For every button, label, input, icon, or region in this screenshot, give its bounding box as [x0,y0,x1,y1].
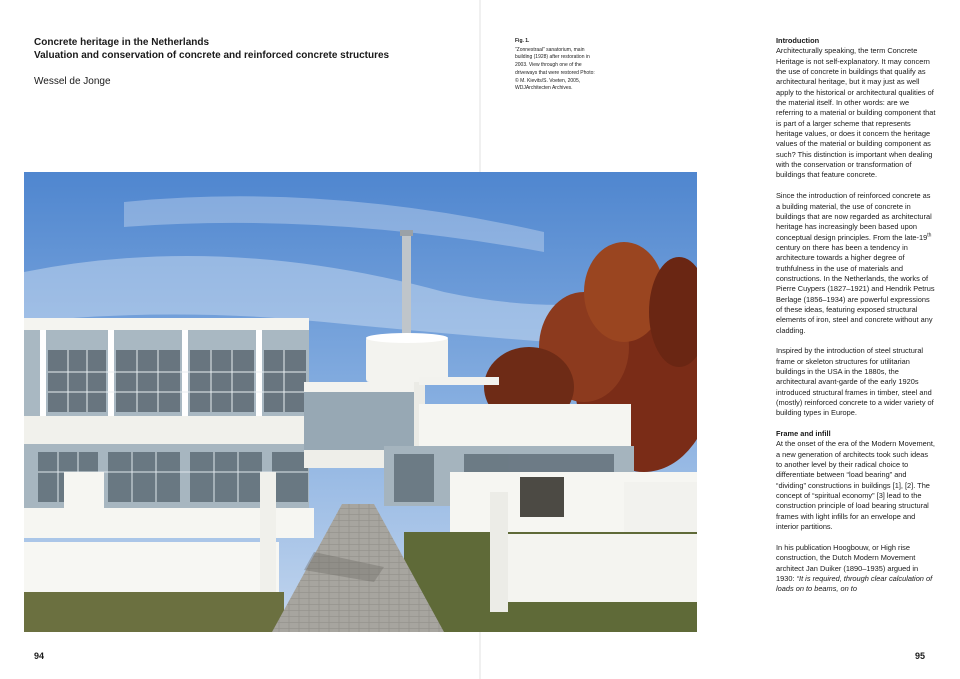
building-illustration [24,172,697,632]
lawn-left [24,592,284,632]
garden-wall-right [494,534,697,602]
page-number-left: 94 [34,651,45,661]
wall-pillar-right [490,492,508,612]
figure-number: Fig. 1. [515,38,530,44]
article-title: Concrete heritage in the Netherlands [34,37,210,48]
article-subtitle: Valuation and conservation of concrete and reinforced concrete structures [34,50,390,61]
paragraph-5: In his publication Hoogbouw, or High rise construction, the Dutch Modern Movement architect Jan Duiker (1890–1935) argued in 1930: “It is required, through clear calculation of loads on to beams, on to [776,542,933,594]
paragraph-3: Inspired by the introduction of steel structural frame or skeleton structures for utilitarian buildings in the USA in the 1880s, the architectural avant-garde of the early 1920s introduced structural frames in timber, steel and (mostly) reinforced concrete to a wider variety of building types in Europe. [776,346,934,418]
figure-caption-text: “Zonnestraal” sanatorium, main building (1928) after restoration in 2003. View through one of the driveways that were restored Photo: © M. Kievits/S. Voeten, 2005, WDJArchitecten Archives. [515,46,595,92]
paragraph-1: Architecturally speaking, the term Concrete Heritage is not self-explanatory. It may concern the use of concrete in buildings that qualify as architectural heritage, but it may just as well apply to the historical or architectural qualities of the material itself. In other words: are we referring to a material or building component that is part of a larger scheme that represents heritage values, or does it concern the heritage values of the material or building component as such? This distinction is important when dealing with the conservation or transformation of buildings that feature concrete. [776,46,936,180]
page-number-right: 95 [915,651,926,661]
figure-caption [515,38,595,93]
article-author: Wessel de Jonge [34,76,111,87]
building-main [24,318,314,612]
paragraph-2: Since the introduction of reinforced concrete as a building material, the use of concrete in buildings that are now regarded as architectural heritage has increasingly been based upon conceptual design principles. From the late-19th century on there has been a tendency in architecture towards a higher degree of truthfulness in the use of materials and constructions. In the Netherlands, the works of Pierre Cuypers (1827–1921) and Hendrik Petrus Berlage (1856–1934) are powerful expressions of these ideas, featuring exposed structural elements of iron, steel and concrete without any cladding. [776,191,935,335]
heading-introduction: Introduction [776,36,820,45]
sanatorium-photo [24,172,697,632]
heading-frame-and-infill: Frame and infill [776,429,831,439]
body-text-column [776,36,936,605]
paragraph-4: At the onset of the era of the Modern Movement, a new generation of architects took such ideas to another level by their radical choice to differentiate between “load bearing” and “dividing” constructions in buildings [1], [2]. The concept of “spiritual economy” [3] lead to the construction principle of load bearing structural frames with light infills for an envelope and interior partitions. [776,439,935,532]
